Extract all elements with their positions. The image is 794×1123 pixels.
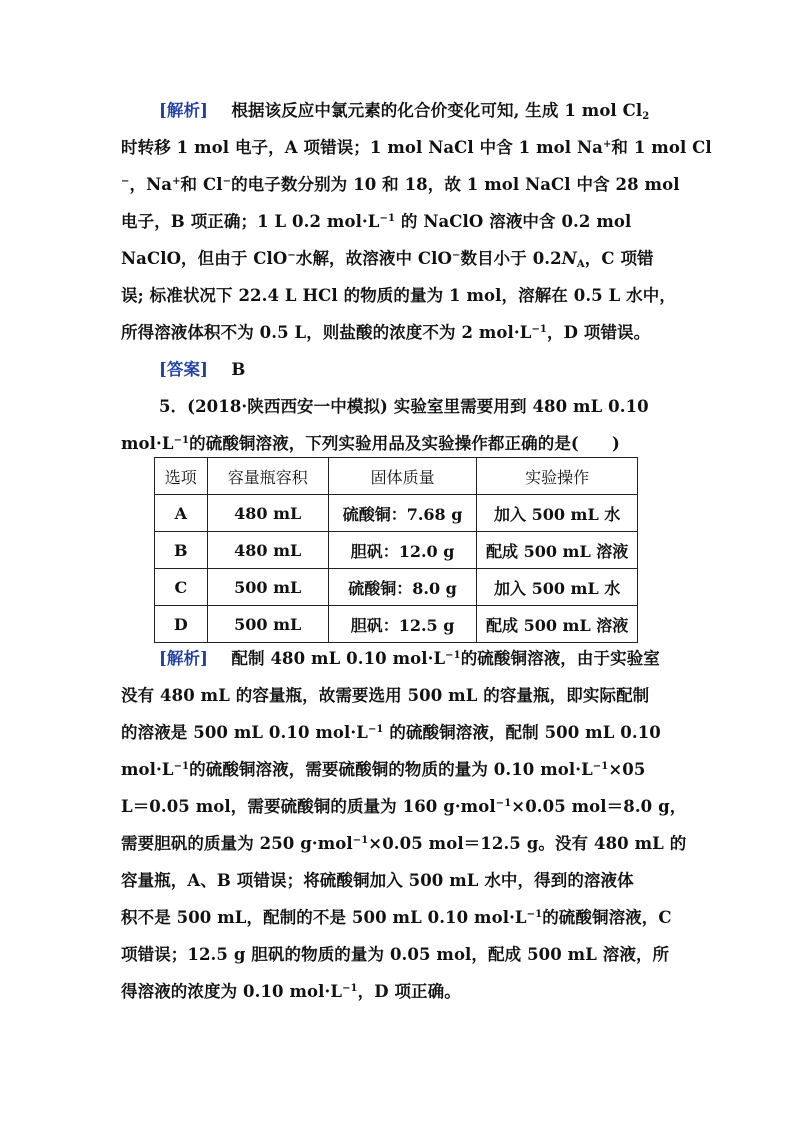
analysis-line [121,92,676,129]
table-cell: 480 mL [207,532,328,569]
table-cell: A [155,495,208,532]
analysis-text: 的 NaClO 溶液中含 0.2 mol [395,212,632,231]
superscript: −1 [445,650,461,661]
analysis-text: 得溶液的浓度为 0.10 mol·L [121,982,343,1001]
analysis-line [121,973,681,1010]
table-cell: B [155,532,208,569]
analysis-text: ×0.05 mol＝8.0 g， [511,797,687,816]
answer-tag: [答案] [159,360,209,379]
analysis-text: ×05 [608,760,646,779]
analysis-text: 积不是 500 mL，配制的不是 500 mL 0.10 mol·L [121,908,527,927]
subscript: 2 [642,111,650,122]
superscript: + [602,139,612,150]
analysis-text: 误; 标准状况下 22.4 L HCl 的物质的量为 1 mol，溶解在 0.5 L 水中， [121,286,676,305]
analysis-block-2 [121,640,687,1010]
question-text: 的硫酸铜溶液，下列实验用品及实验操作都正确的是( ) [189,434,620,453]
analysis-text: mol·L [121,760,174,779]
analysis-text: ×0.05 mol＝12.5 g。没有 480 mL 的 [368,834,687,853]
analysis-line [121,314,676,351]
analysis-text: 配制 480 mL 0.10 mol·L [231,649,446,668]
table-cell: C [155,569,208,606]
analysis-text: ，Na [129,175,173,194]
table-row [155,569,638,606]
table-header: 容量瓶容积 [207,458,328,495]
analysis-line [121,899,681,936]
avogadro-symbol: N [561,249,577,268]
analysis-text: 容量瓶，A、B 项错误；将硫酸铜加入 500 mL 水中，得到的溶液体 [121,871,634,890]
superscript: −1 [531,324,547,335]
question-line [121,388,676,425]
analysis-line [121,825,687,862]
answer-line [121,351,676,388]
superscript: + [172,176,181,187]
table-cell: 加入 500 mL 水 [477,495,638,532]
table-cell: 配成 500 mL 溶液 [477,606,638,643]
superscript: −1 [173,761,190,772]
analysis-line [121,203,676,240]
analysis-line [121,936,681,973]
analysis-text: ，D 项正确。 [357,982,461,1001]
answer-value: B [231,360,246,379]
table-cell: 配成 500 mL 溶液 [477,532,638,569]
table-cell: 胆矾：12.5 g [328,606,476,643]
analysis-tag: [解析] [159,101,209,120]
superscript: −1 [592,761,609,772]
analysis-line [121,640,681,677]
table-cell: 硫酸铜：7.68 g [328,495,476,532]
table-header: 选项 [155,458,208,495]
table-cell: 480 mL [207,495,328,532]
table-row [155,495,638,532]
table-row [155,532,638,569]
question-text: 5．(2018·陕西西安一中模拟) 实验室里需要用到 480 mL 0.10 [159,397,649,416]
analysis-text: 和 1 mol Cl [611,138,712,157]
superscript: −1 [352,835,369,846]
analysis-line [121,166,680,203]
analysis-text: 的溶液是 500 mL 0.10 mol·L [121,723,368,742]
analysis-text: 的硫酸铜溶液，C [542,908,672,927]
table-header-row [155,458,638,495]
analysis-text: NaClO，但由于 ClO [121,249,288,268]
table-cell: D [155,606,208,643]
table-cell: 加入 500 mL 水 [477,569,638,606]
analysis-line [121,677,681,714]
analysis-block-1 [121,92,712,462]
table-cell: 500 mL [207,606,328,643]
table-row [155,606,638,643]
analysis-line [121,240,676,277]
superscript: − [287,250,296,261]
analysis-text: 和 Cl [180,175,223,194]
table-header: 固体质量 [328,458,476,495]
analysis-text: L＝0.05 mol，需要硫酸铜的质量为 160 g·mol [121,797,496,816]
superscript: −1 [173,435,190,446]
analysis-text: ，C 项错 [584,249,654,268]
superscript: −1 [495,798,512,809]
analysis-text: 水解，故溶液中 ClO [295,249,452,268]
analysis-text: 没有 480 mL 的容量瓶，故需要选用 500 mL 的容量瓶，即实际配制 [121,686,650,705]
analysis-line [121,788,687,825]
analysis-line [121,129,712,166]
analysis-text: 所得溶液体积不为 0.5 L，则盐酸的浓度不为 2 mol·L [121,323,532,342]
analysis-line [121,862,681,899]
analysis-text: 项错误；12.5 g 胆矾的物质的量为 0.05 mol，配成 500 mL 溶液，所 [121,945,670,964]
superscript: −1 [379,213,396,224]
superscript: −1 [367,724,384,735]
analysis-text: 数目小于 0.2 [460,249,562,268]
analysis-text: 电子，B 项正确；1 L 0.2 mol·L [121,212,380,231]
analysis-text: 的硫酸铜溶液，需要硫酸铜的物质的量为 0.10 mol·L [189,760,593,779]
superscript: − [121,176,130,187]
question-text: mol·L [121,434,174,453]
analysis-text: 根据该反应中氯元素的化合价变化可知, 生成 1 mol Cl [231,101,643,120]
table-cell: 500 mL [207,569,328,606]
table-header: 实验操作 [477,458,638,495]
table-cell: 硫酸铜：8.0 g [328,569,476,606]
options-table [154,457,638,643]
superscript: − [222,176,232,187]
analysis-line [121,751,681,788]
superscript: − [451,250,461,261]
analysis-text: 时转移 1 mol 电子，A 项错误；1 mol NaCl 中含 1 mol Na [121,138,603,157]
analysis-line [121,277,676,314]
subscript: A [576,259,585,270]
analysis-line [121,714,681,751]
analysis-text: ，D 项错误。 [547,323,651,342]
analysis-text: 的电子数分别为 10 和 18，故 1 mol NaCl 中含 28 mol [231,175,680,194]
analysis-text: 的硫酸铜溶液，由于实验室 [460,649,660,668]
analysis-text: 需要胆矾的质量为 250 g·mol [121,834,353,853]
analysis-tag: [解析] [159,649,209,668]
superscript: −1 [342,983,358,994]
table-cell: 胆矾：12.0 g [328,532,476,569]
superscript: −1 [526,909,543,920]
analysis-text: 的硫酸铜溶液，配制 500 mL 0.10 [383,723,661,742]
